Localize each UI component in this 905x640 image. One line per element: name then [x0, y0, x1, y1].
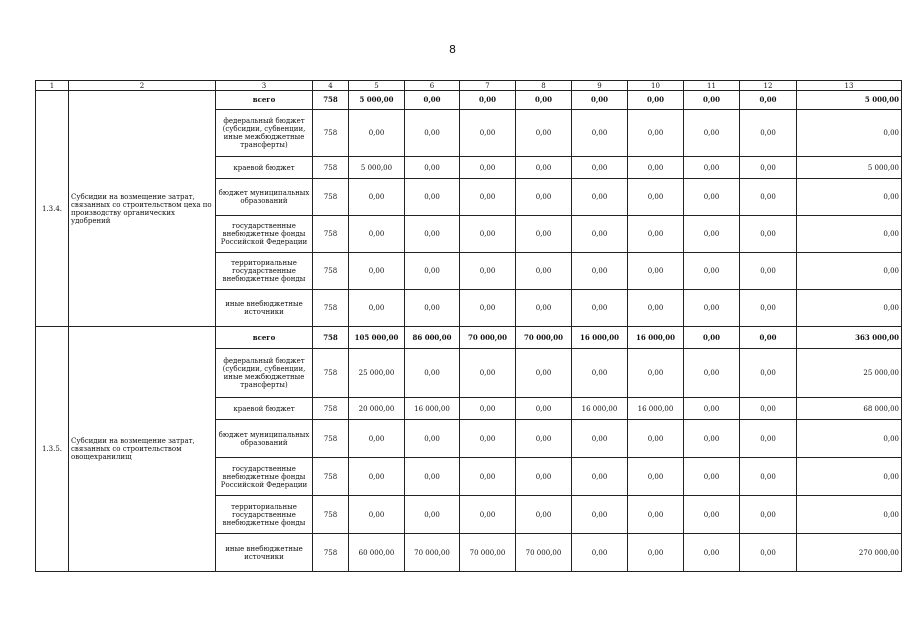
year-value: 5 000,00 [349, 157, 405, 179]
total-value: 0,00 [797, 110, 902, 157]
year-value: 0,00 [684, 458, 740, 496]
budget-code: 758 [313, 496, 349, 534]
year-value: 0,00 [740, 157, 797, 179]
year-value: 0,00 [405, 290, 460, 327]
year-value: 0,00 [460, 496, 516, 534]
year-value: 70 000,00 [460, 327, 516, 349]
year-value: 105 000,00 [349, 327, 405, 349]
year-value: 0,00 [628, 458, 684, 496]
column-number: 2 [69, 81, 216, 91]
year-value: 5 000,00 [349, 91, 405, 110]
year-value: 16 000,00 [405, 398, 460, 420]
year-value: 0,00 [684, 290, 740, 327]
funding-source: территориальные государственные внебюджетные фонды [216, 496, 313, 534]
year-value: 70 000,00 [516, 327, 572, 349]
year-value: 16 000,00 [572, 398, 628, 420]
year-value: 70 000,00 [405, 534, 460, 572]
year-value: 0,00 [405, 420, 460, 458]
budget-code: 758 [313, 398, 349, 420]
year-value: 0,00 [572, 253, 628, 290]
year-value: 0,00 [628, 290, 684, 327]
funding-source: бюджет муниципальных образований [216, 420, 313, 458]
year-value: 0,00 [628, 157, 684, 179]
year-value: 16 000,00 [572, 327, 628, 349]
year-value: 0,00 [684, 420, 740, 458]
year-value: 0,00 [740, 91, 797, 110]
year-value: 0,00 [740, 496, 797, 534]
year-value: 0,00 [628, 179, 684, 216]
year-value: 0,00 [740, 253, 797, 290]
year-value: 20 000,00 [349, 398, 405, 420]
year-value: 16 000,00 [628, 327, 684, 349]
year-value: 0,00 [572, 157, 628, 179]
page-number: 8 [449, 43, 456, 56]
funding-source: государственные внебюджетные фонды Российской Федерации [216, 216, 313, 253]
year-value: 0,00 [349, 496, 405, 534]
year-value: 0,00 [572, 496, 628, 534]
year-value: 0,00 [740, 420, 797, 458]
year-value: 0,00 [460, 458, 516, 496]
year-value: 0,00 [684, 110, 740, 157]
funding-source: федеральный бюджет (субсидии, субвенции, иные межбюджетные трансферты) [216, 110, 313, 157]
year-value: 0,00 [572, 458, 628, 496]
year-value: 0,00 [405, 110, 460, 157]
year-value: 0,00 [405, 157, 460, 179]
funding-source: государственные внебюджетные фонды Российской Федерации [216, 458, 313, 496]
year-value: 0,00 [628, 349, 684, 398]
year-value: 0,00 [516, 91, 572, 110]
year-value: 0,00 [460, 398, 516, 420]
budget-code: 758 [313, 91, 349, 110]
year-value: 0,00 [460, 290, 516, 327]
year-value: 0,00 [405, 496, 460, 534]
year-value: 0,00 [516, 110, 572, 157]
column-number: 9 [572, 81, 628, 91]
year-value: 0,00 [460, 216, 516, 253]
year-value: 0,00 [460, 253, 516, 290]
year-value: 0,00 [684, 157, 740, 179]
column-number: 4 [313, 81, 349, 91]
year-value: 0,00 [516, 496, 572, 534]
column-number: 6 [405, 81, 460, 91]
column-number-row [36, 81, 902, 91]
year-value: 0,00 [460, 349, 516, 398]
year-value: 0,00 [740, 458, 797, 496]
year-value: 0,00 [460, 157, 516, 179]
year-value: 0,00 [516, 216, 572, 253]
year-value: 0,00 [405, 216, 460, 253]
total-value: 0,00 [797, 290, 902, 327]
year-value: 0,00 [740, 398, 797, 420]
measure-name: Субсидии на возмещение затрат, связанных со строительством овощехранилищ [69, 327, 216, 572]
year-value: 0,00 [405, 349, 460, 398]
total-value: 0,00 [797, 179, 902, 216]
year-value: 0,00 [628, 496, 684, 534]
year-value: 0,00 [740, 179, 797, 216]
year-value: 0,00 [516, 398, 572, 420]
year-value: 0,00 [628, 253, 684, 290]
year-value: 0,00 [516, 290, 572, 327]
budget-code: 758 [313, 216, 349, 253]
year-value: 0,00 [572, 420, 628, 458]
year-value: 0,00 [684, 349, 740, 398]
budget-code: 758 [313, 290, 349, 327]
year-value: 0,00 [684, 534, 740, 572]
year-value: 70 000,00 [460, 534, 516, 572]
year-value: 60 000,00 [349, 534, 405, 572]
measure-name: Субсидии на возмещение затрат, связанных со строительством цеха по производству органических удобрений [69, 91, 216, 327]
year-value: 0,00 [684, 216, 740, 253]
year-value: 0,00 [684, 398, 740, 420]
budget-code: 758 [313, 179, 349, 216]
year-value: 0,00 [572, 110, 628, 157]
year-value: 25 000,00 [349, 349, 405, 398]
year-value: 0,00 [740, 290, 797, 327]
total-value: 68 000,00 [797, 398, 902, 420]
total-value: 0,00 [797, 253, 902, 290]
year-value: 0,00 [405, 253, 460, 290]
column-number: 8 [516, 81, 572, 91]
total-value: 0,00 [797, 216, 902, 253]
total-value: 25 000,00 [797, 349, 902, 398]
year-value: 0,00 [516, 349, 572, 398]
column-number: 12 [740, 81, 797, 91]
year-value: 0,00 [572, 290, 628, 327]
year-value: 0,00 [349, 253, 405, 290]
total-value: 0,00 [797, 420, 902, 458]
year-value: 0,00 [628, 216, 684, 253]
total-value: 5 000,00 [797, 157, 902, 179]
year-value: 0,00 [628, 420, 684, 458]
year-value: 0,00 [572, 179, 628, 216]
funding-source: краевой бюджет [216, 398, 313, 420]
column-number: 10 [628, 81, 684, 91]
column-number: 3 [216, 81, 313, 91]
year-value: 0,00 [349, 110, 405, 157]
funding-source: федеральный бюджет (субсидии, субвенции, иные межбюджетные трансферты) [216, 349, 313, 398]
year-value: 0,00 [460, 179, 516, 216]
funding-source: всего [216, 91, 313, 110]
year-value: 0,00 [628, 534, 684, 572]
total-value: 270 000,00 [797, 534, 902, 572]
year-value: 0,00 [349, 420, 405, 458]
total-value: 0,00 [797, 458, 902, 496]
budget-code: 758 [313, 420, 349, 458]
year-value: 0,00 [572, 534, 628, 572]
year-value: 0,00 [684, 179, 740, 216]
year-value: 0,00 [572, 91, 628, 110]
column-number: 7 [460, 81, 516, 91]
year-value: 0,00 [684, 91, 740, 110]
year-value: 0,00 [460, 110, 516, 157]
column-number: 11 [684, 81, 740, 91]
measure-index: 1.3.4. [36, 91, 69, 327]
year-value: 86 000,00 [405, 327, 460, 349]
year-value: 0,00 [516, 179, 572, 216]
year-value: 0,00 [572, 349, 628, 398]
funding-source: всего [216, 327, 313, 349]
total-row [36, 91, 902, 110]
funding-source: иные внебюджетные источники [216, 534, 313, 572]
budget-code: 758 [313, 157, 349, 179]
year-value: 0,00 [684, 496, 740, 534]
year-value: 0,00 [684, 327, 740, 349]
year-value: 0,00 [405, 179, 460, 216]
year-value: 0,00 [405, 458, 460, 496]
year-value: 0,00 [572, 216, 628, 253]
funding-source: иные внебюджетные источники [216, 290, 313, 327]
budget-code: 758 [313, 110, 349, 157]
funding-source: краевой бюджет [216, 157, 313, 179]
budget-table [35, 80, 902, 572]
total-value: 0,00 [797, 496, 902, 534]
year-value: 0,00 [628, 91, 684, 110]
year-value: 0,00 [516, 458, 572, 496]
year-value: 0,00 [349, 179, 405, 216]
year-value: 0,00 [349, 290, 405, 327]
year-value: 0,00 [405, 91, 460, 110]
year-value: 0,00 [628, 110, 684, 157]
column-number: 1 [36, 81, 69, 91]
total-row [36, 327, 902, 349]
total-value: 363 000,00 [797, 327, 902, 349]
year-value: 0,00 [349, 458, 405, 496]
budget-code: 758 [313, 253, 349, 290]
funding-source: территориальные государственные внебюджетные фонды [216, 253, 313, 290]
year-value: 0,00 [740, 349, 797, 398]
funding-source: бюджет муниципальных образований [216, 179, 313, 216]
year-value: 0,00 [684, 253, 740, 290]
column-number: 13 [797, 81, 902, 91]
year-value: 0,00 [516, 157, 572, 179]
budget-code: 758 [313, 327, 349, 349]
measure-index: 1.3.5. [36, 327, 69, 572]
year-value: 70 000,00 [516, 534, 572, 572]
year-value: 0,00 [740, 327, 797, 349]
year-value: 0,00 [460, 420, 516, 458]
year-value: 0,00 [740, 534, 797, 572]
year-value: 0,00 [740, 110, 797, 157]
year-value: 16 000,00 [628, 398, 684, 420]
budget-code: 758 [313, 458, 349, 496]
column-number: 5 [349, 81, 405, 91]
budget-code: 758 [313, 349, 349, 398]
year-value: 0,00 [516, 253, 572, 290]
year-value: 0,00 [460, 91, 516, 110]
total-value: 5 000,00 [797, 91, 902, 110]
year-value: 0,00 [740, 216, 797, 253]
year-value: 0,00 [516, 420, 572, 458]
year-value: 0,00 [349, 216, 405, 253]
budget-code: 758 [313, 534, 349, 572]
